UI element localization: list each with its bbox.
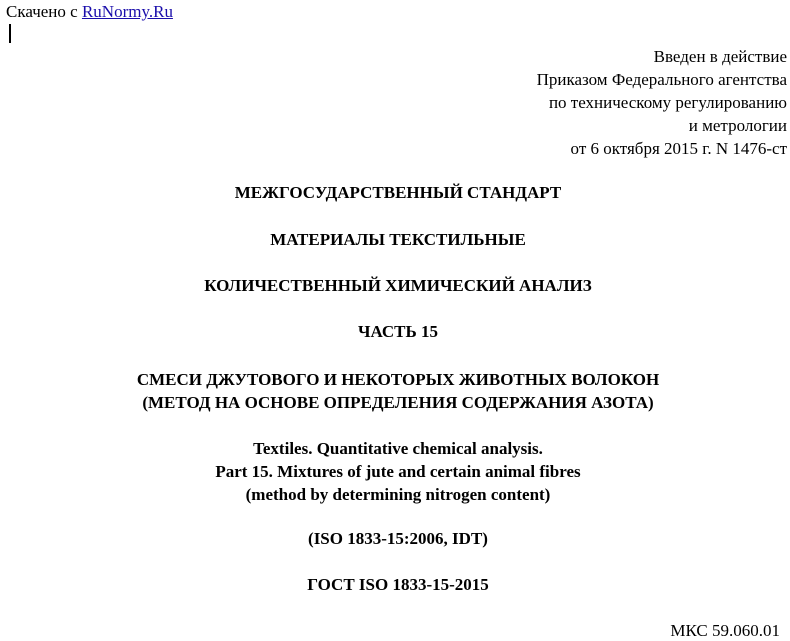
english-title-line: Textiles. Quantitative chemical analysis. bbox=[253, 439, 543, 458]
enactment-block bbox=[537, 45, 787, 160]
iso-reference-heading bbox=[0, 529, 790, 549]
iso-reference: (ISO 1833-15:2006, IDT) bbox=[308, 529, 488, 548]
source-line bbox=[6, 2, 173, 22]
english-title-line: (method by determining nitrogen content) bbox=[245, 485, 551, 504]
english-title-block bbox=[0, 437, 790, 506]
enactment-line: от 6 октября 2015 г. N 1476-ст bbox=[570, 139, 787, 158]
gost-number: ГОСТ ISO 1833-15-2015 bbox=[307, 575, 489, 594]
standard-type: МЕЖГОСУДАРСТВЕННЫЙ СТАНДАРТ bbox=[234, 183, 562, 202]
title-part1-heading bbox=[0, 230, 790, 250]
subtitle-line: СМЕСИ ДЖУТОВОГО И НЕКОТОРЫХ ЖИВОТНЫХ ВОЛОКОН bbox=[136, 370, 660, 389]
part-label: ЧАСТЬ 15 bbox=[357, 322, 438, 341]
gost-number-heading bbox=[0, 575, 790, 595]
enactment-line: и метрологии bbox=[688, 116, 787, 135]
source-link[interactable]: RuNormy.Ru bbox=[81, 2, 173, 21]
title-part2-heading bbox=[0, 276, 790, 296]
english-title-line: Part 15. Mixtures of jute and certain animal fibres bbox=[215, 462, 581, 481]
title-part1: МАТЕРИАЛЫ ТЕКСТИЛЬНЫЕ bbox=[270, 230, 526, 249]
source-prefix: Скачено с bbox=[6, 2, 82, 21]
mks-code: МКС 59.060.01 bbox=[670, 621, 780, 640]
part-label-heading bbox=[0, 322, 790, 342]
enactment-line: Введен в действие bbox=[653, 47, 787, 66]
standard-type-heading bbox=[0, 183, 790, 203]
title-part2: КОЛИЧЕСТВЕННЫЙ ХИМИЧЕСКИЙ АНАЛИЗ bbox=[204, 276, 592, 295]
enactment-line: Приказом Федерального агентства bbox=[536, 70, 787, 89]
subtitle-line: (МЕТОД НА ОСНОВЕ ОПРЕДЕЛЕНИЯ СОДЕРЖАНИЯ АЗОТА) bbox=[142, 393, 654, 412]
enactment-line: по техническому регулированию bbox=[548, 93, 787, 112]
subtitle-block bbox=[0, 368, 790, 414]
text-cursor bbox=[9, 24, 11, 43]
